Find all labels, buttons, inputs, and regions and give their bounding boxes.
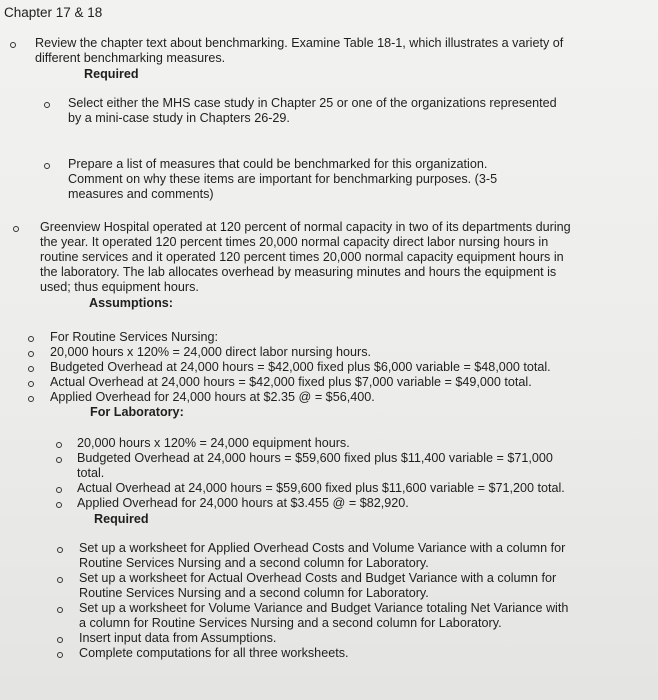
chapter-title: Chapter 17 & 18 [4,5,103,20]
bullet-icon [57,547,63,553]
sec2-line4: the laboratory. The lab allocates overhead by measuring minutes and hours the equipment is [40,265,557,279]
task2-line1: Set up a worksheet for Actual Overhead Costs and Budget Variance with a column for [79,571,557,585]
nursing-item: Applied Overhead for 24,000 hours at $2.35 @ = $56,400. [50,390,375,404]
bullet-icon [44,102,50,108]
task4: Insert input data from Assumptions. [79,631,277,645]
sec2-line1: Greenview Hospital operated at 120 percent of normal capacity in two of its departments during [40,220,571,234]
sec1-bullet1-line1: Select either the MHS case study in Chapter 25 or one of the organizations represented [68,96,557,110]
bullet-icon [57,637,63,643]
task3-line1: Set up a worksheet for Volume Variance and Budget Variance totaling Net Variance with [79,601,569,615]
bullet-icon [57,607,63,613]
bullet-icon [28,381,34,387]
sec1-line2: different benchmarking measures. [35,51,226,65]
lab-item2-line2: total. [77,466,105,480]
nursing-item: Budgeted Overhead at 24,000 hours = $42,000 fixed plus $6,000 variable = $48,000 total. [50,360,551,374]
nursing-item: 20,000 hours x 120% = 24,000 direct labor nursing hours. [50,345,371,359]
required-heading: Required [94,512,149,526]
task1-line1: Set up a worksheet for Applied Overhead Costs and Volume Variance with a column for [79,541,566,555]
sec1-required-heading: Required [84,67,139,81]
bullet-icon [56,487,62,493]
sec2-line5: used; thus equipment hours. [40,280,199,294]
lab-item2-line1: Budgeted Overhead at 24,000 hours = $59,600 fixed plus $11,400 variable = $71,000 [77,451,553,465]
task3-line2: a column for Routine Services Nursing and a second column for Laboratory. [79,616,502,630]
sec1-bullet2-line2: Comment on why these items are important for benchmarking purposes. (3-5 [68,172,498,186]
task1-line2: Routine Services Nursing and a second column for Laboratory. [79,556,429,570]
lab-item3: Actual Overhead at 24,000 hours = $59,600 fixed plus $11,600 variable = $71,200 total. [77,481,565,495]
bullet-icon [57,652,63,658]
assumptions-heading: Assumptions: [89,296,173,310]
bullet-icon [56,502,62,508]
bullet-icon [28,351,34,357]
task5: Complete computations for all three worksheets. [79,646,349,660]
lab-item4: Applied Overhead for 24,000 hours at $3.455 @ = $82,920. [77,496,409,510]
sec1-bullet2-line1: Prepare a list of measures that could be benchmarked for this organization. [68,157,488,171]
bullet-icon [56,457,62,463]
bullet-icon [44,163,50,169]
bullet-icon [28,336,34,342]
laboratory-heading: For Laboratory: [90,405,184,419]
lab-item1: 20,000 hours x 120% = 24,000 equipment hours. [77,436,350,450]
bullet-icon [57,577,63,583]
nursing-item: For Routine Services Nursing: [50,330,218,344]
sec1-bullet1-line2: by a mini-case study in Chapters 26-29. [68,111,290,125]
bullet-icon [10,42,16,48]
sec1-bullet2-line3: measures and comments) [68,187,214,201]
bullet-icon [28,366,34,372]
sec2-line2: the year. It operated 120 percent times 20,000 normal capacity direct labor nursing hours in [40,235,549,249]
bullet-icon [28,396,34,402]
task2-line2: Routine Services Nursing and a second column for Laboratory. [79,586,429,600]
bullet-icon [56,442,62,448]
nursing-item: Actual Overhead at 24,000 hours = $42,000 fixed plus $7,000 variable = $49,000 total. [50,375,532,389]
bullet-icon [13,226,19,232]
sec2-line3: routine services and it operated 120 percent times 20,000 normal capacity equipment hours in [40,250,564,264]
sec1-line1: Review the chapter text about benchmarking. Examine Table 18-1, which illustrates a variety of [35,36,564,50]
